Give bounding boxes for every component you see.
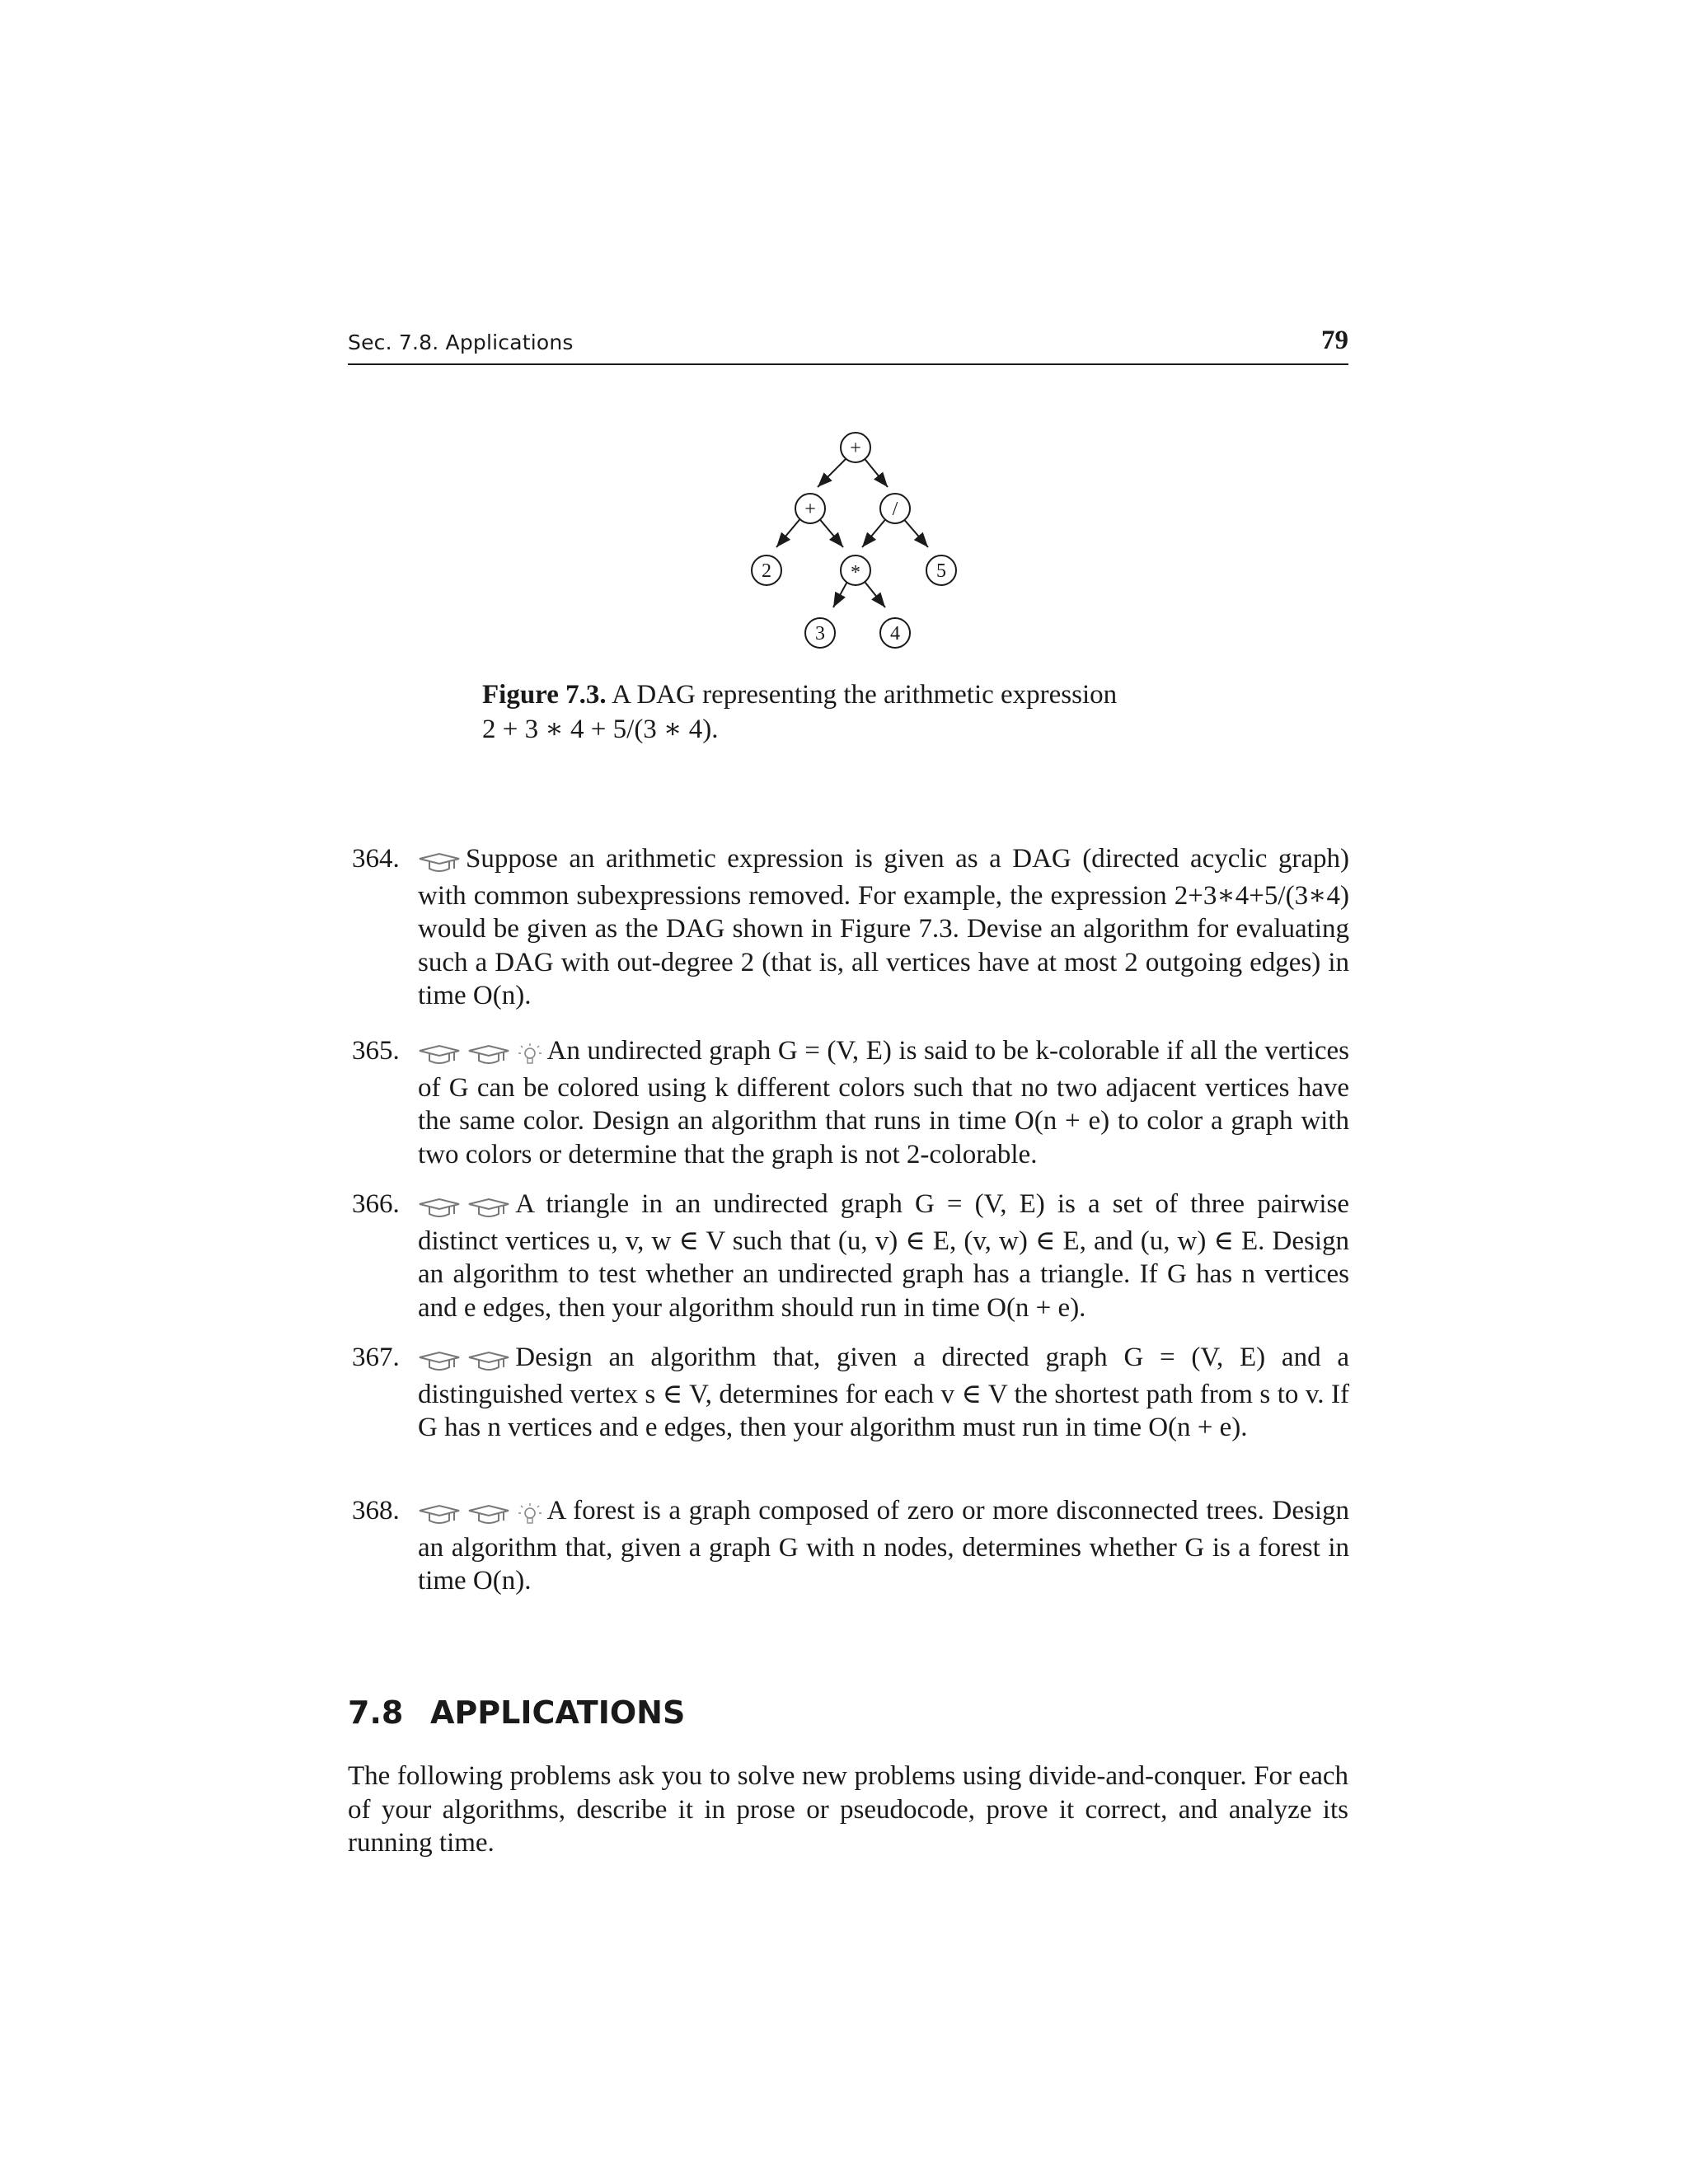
edge-div-5	[902, 517, 928, 547]
difficulty-icons	[418, 1038, 542, 1071]
node-label: 5	[936, 560, 946, 582]
section-title: APPLICATIONS	[430, 1694, 686, 1731]
problem-366	[352, 1188, 1349, 1324]
problem-text-wrap	[418, 1034, 1349, 1171]
problem-number: 364.	[352, 844, 400, 874]
node-label: 2	[762, 560, 771, 582]
mortarboard-icon	[418, 852, 461, 875]
node-label: +	[804, 499, 816, 520]
edge-root-div	[862, 456, 888, 487]
figure-caption	[482, 677, 1224, 747]
edge-plus-2	[776, 517, 802, 547]
dag-figure	[717, 424, 997, 655]
difficulty-icons	[418, 1344, 510, 1378]
problem-text: Design an algorithm that, given a directed graph G = (V, E) and a distinguished vertex s ∈ V, determines for each v ∈ V the shortest path from s to v. If G has n vertices and e edges, then your algorithm must run in time O(n + e).	[418, 1343, 1349, 1442]
problem-365	[352, 1034, 1349, 1171]
problem-367	[352, 1341, 1349, 1445]
page-number: 79	[1321, 326, 1348, 355]
difficulty-icons	[418, 1191, 510, 1225]
mortarboard-icon	[418, 1197, 461, 1221]
problem-number: 368.	[352, 1496, 400, 1526]
running-head: Sec. 7.8. Applications	[348, 330, 574, 354]
mortarboard-icon	[467, 1044, 510, 1067]
caption-expression: 2 + 3 ∗ 4 + 5/(3 ∗ 4).	[482, 715, 719, 744]
page-header	[348, 326, 1348, 365]
bulb-icon	[518, 1502, 542, 1529]
problem-368	[352, 1494, 1349, 1598]
edge-plus-mul	[818, 517, 843, 547]
problem-364	[352, 842, 1349, 1013]
problem-text-wrap	[418, 1494, 1349, 1598]
mortarboard-icon	[418, 1351, 461, 1374]
caption-label: Figure 7.3.	[482, 680, 607, 710]
node-label: 4	[890, 623, 900, 644]
node-label: /	[892, 499, 898, 520]
problem-text: Suppose an arithmetic expression is given as a DAG (directed acyclic graph) with common subexpressions removed. For example, the expression 2+3∗4+5/(3∗4) would be given as the DAG shown in Figure 7.3. Devise an algorithm for evaluating such a DAG with out-degree 2 (that is, all vertices have at most 2 outgoing edges) in time O(n).	[418, 844, 1349, 1010]
problem-number: 366.	[352, 1189, 400, 1219]
mortarboard-icon	[467, 1351, 510, 1374]
section-intro: The following problems ask you to solve new problems using divide-and-conquer. For each of your algorithms, describe it in prose or pseudocode, prove it correct, and analyze its running time.	[348, 1761, 1348, 1858]
edge-mul-4	[862, 579, 885, 607]
mortarboard-icon	[418, 1044, 461, 1067]
difficulty-icons	[418, 1497, 542, 1531]
node-label: +	[850, 438, 861, 459]
mortarboard-icon	[467, 1197, 510, 1221]
edge-root-plus	[818, 456, 849, 487]
section-heading	[348, 1694, 685, 1731]
mortarboard-icon	[418, 1504, 461, 1527]
edge-div-mul	[862, 517, 888, 547]
bulb-icon	[518, 1043, 542, 1069]
section-number: 7.8	[348, 1694, 404, 1731]
problem-text: A triangle in an undirected graph G = (V, E) is a set of three pairwise distinct vertices u, v, w ∈ V such that (u, v) ∈ E, (v, w) ∈ E, and (u, w) ∈ E. Design an algorithm to test whether an undirected graph has a triangle. If G has n vertices and e edges, then your algorithm should run in time O(n + e).	[418, 1189, 1349, 1323]
node-label: 3	[815, 623, 825, 644]
problem-number: 365.	[352, 1036, 400, 1066]
node-label: *	[851, 562, 860, 583]
mortarboard-icon	[467, 1504, 510, 1527]
problem-text-wrap	[418, 1188, 1349, 1324]
caption-text: A DAG representing the arithmetic expression	[612, 680, 1118, 710]
problem-text-wrap	[418, 842, 1349, 1013]
difficulty-icons	[418, 846, 461, 879]
problem-text-wrap	[418, 1341, 1349, 1445]
problem-number: 367.	[352, 1343, 400, 1372]
problem-text: A forest is a graph composed of zero or more disconnected trees. Design an algorithm that, given a graph G with n nodes, determines whether G is a forest in time O(n).	[418, 1496, 1349, 1596]
problem-text: An undirected graph G = (V, E) is said to be k-colorable if all the vertices of G can be colored using k different colors such that no two adjacent vertices have the same color. Design an algorithm that runs in time O(n + e) to color a graph with two colors or determine that the graph is not 2-colorable.	[418, 1036, 1349, 1169]
